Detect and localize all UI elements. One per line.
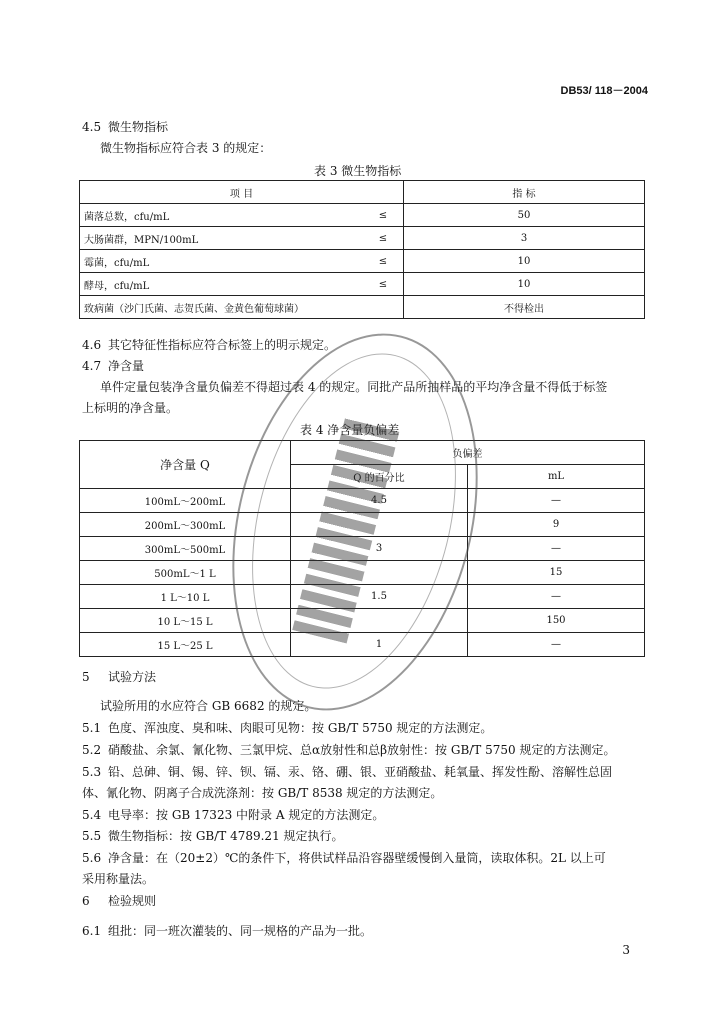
limit-value: 10 bbox=[404, 273, 645, 296]
section-6-heading bbox=[82, 892, 156, 909]
clause-text: 微生物指标：按 GB/T 4789.21 规定执行。 bbox=[108, 829, 344, 843]
section-text: 其它特征性指标应符合标签上的明示规定。 bbox=[108, 338, 337, 352]
limit-value: 10 bbox=[404, 250, 645, 273]
section-number: 6 bbox=[82, 894, 90, 908]
clause-text: 净含量：在（20±2）℃的条件下，将供试样品沿容器壁缓慢倒入量筒，读取体积。2L 以上可 bbox=[108, 851, 606, 865]
section-number: 4.7 bbox=[82, 359, 102, 373]
comparison-symbol: ≤ bbox=[363, 273, 404, 296]
clause-5-5 bbox=[82, 827, 344, 844]
section-number: 5 bbox=[82, 670, 90, 684]
clause-number: 5.6 bbox=[82, 851, 102, 865]
column-header-value: 指 标 bbox=[404, 181, 645, 204]
section-title: 检验规则 bbox=[108, 894, 157, 908]
comparison-symbol: ≤ bbox=[363, 250, 404, 273]
column-header-item: 项 目 bbox=[80, 181, 404, 204]
clause-5-3 bbox=[82, 763, 612, 780]
ml-value: — bbox=[468, 585, 645, 609]
net-content-range: 100mL～200mL bbox=[80, 489, 291, 513]
section-4-7-line2: 上标明的净含量。 bbox=[82, 401, 179, 415]
section-4-7-line1: 单件定量包装净含量负偏差不得超过表 4 的规定。同批产品所抽样品的平均净含量不得低于标签 bbox=[100, 380, 608, 394]
ml-value: — bbox=[468, 633, 645, 657]
section-5-intro: 试验所用的水应符合 GB 6682 的规定。 bbox=[100, 699, 317, 713]
table-row bbox=[80, 250, 645, 273]
table-row bbox=[80, 296, 645, 319]
section-4-5-heading bbox=[82, 118, 168, 135]
table-header-row bbox=[80, 181, 645, 204]
column-header-net-content: 净含量 Q bbox=[80, 441, 291, 489]
document-code: DB53/ 118－2004 bbox=[560, 85, 648, 97]
section-number: 4.5 bbox=[82, 120, 102, 134]
section-title: 净含量 bbox=[108, 359, 145, 373]
item-name: 大肠菌群，MPN/100mL bbox=[80, 227, 364, 250]
clause-5-1 bbox=[82, 719, 492, 736]
section-5-heading bbox=[82, 668, 156, 685]
ml-value: — bbox=[468, 537, 645, 561]
net-content-range: 15 L～25 L bbox=[80, 633, 291, 657]
percent-value: 1.5 bbox=[291, 585, 468, 609]
table4-caption: 表 4 净含量负偏差 bbox=[300, 423, 400, 437]
clause-5-4 bbox=[82, 806, 384, 823]
section-4-7-heading bbox=[82, 357, 144, 374]
table3-caption: 表 3 微生物指标 bbox=[314, 164, 402, 178]
comparison-symbol: ≤ bbox=[363, 204, 404, 227]
net-content-range: 200mL～300mL bbox=[80, 513, 291, 537]
clause-5-2 bbox=[82, 741, 615, 758]
limit-value: 3 bbox=[404, 227, 645, 250]
item-name: 菌落总数，cfu/mL bbox=[80, 204, 364, 227]
clause-text: 色度、浑浊度、臭和味、肉眼可见物：按 GB/T 5750 规定的方法测定。 bbox=[108, 721, 493, 735]
item-name: 霉菌，cfu/mL bbox=[80, 250, 364, 273]
section-title: 微生物指标 bbox=[108, 120, 169, 134]
ml-value: — bbox=[468, 489, 645, 513]
column-header-ml: mL bbox=[468, 465, 645, 489]
item-name: 致病菌（沙门氏菌、志贺氏菌、金黄色葡萄球菌） bbox=[80, 296, 364, 319]
limit-value: 不得检出 bbox=[404, 296, 645, 319]
clause-number: 5.1 bbox=[82, 721, 102, 735]
net-content-range: 10 L～15 L bbox=[80, 609, 291, 633]
clause-text: 铅、总砷、铜、锡、锌、钡、镉、汞、铬、硼、银、亚硝酸盐、耗氧量、挥发性酚、溶解性总固 bbox=[108, 765, 613, 779]
percent-value: 4.5 bbox=[291, 489, 468, 513]
clause-number: 5.4 bbox=[82, 808, 102, 822]
table-row bbox=[80, 204, 645, 227]
table-row bbox=[80, 227, 645, 250]
ml-value: 9 bbox=[468, 513, 645, 537]
column-header-percent: Q 的百分比 bbox=[291, 465, 468, 489]
clause-5-6 bbox=[82, 849, 606, 866]
net-content-range: 300mL～500mL bbox=[80, 537, 291, 561]
section-number: 4.6 bbox=[82, 338, 102, 352]
section-4-6 bbox=[82, 336, 336, 353]
net-content-range: 1 L～10 L bbox=[80, 585, 291, 609]
clause-text: 电导率：按 GB 17323 中附录 A 规定的方法测定。 bbox=[108, 808, 385, 822]
percent-value: 1 bbox=[291, 633, 468, 657]
clause-5-3-continued: 体、氰化物、阴离子合成洗涤剂：按 GB/T 8538 规定的方法测定。 bbox=[82, 786, 443, 800]
clause-number: 6.1 bbox=[82, 924, 102, 938]
clause-text: 组批：同一班次灌装的、同一规格的产品为一批。 bbox=[108, 924, 373, 938]
table-row bbox=[80, 273, 645, 296]
item-name: 酵母，cfu/mL bbox=[80, 273, 364, 296]
page-number: 3 bbox=[622, 943, 630, 957]
clause-5-6-continued: 采用称量法。 bbox=[82, 872, 155, 886]
limit-value: 50 bbox=[404, 204, 645, 227]
ml-value: 150 bbox=[468, 609, 645, 633]
net-content-range: 500mL～1 L bbox=[80, 561, 291, 585]
clause-text: 硝酸盐、余氯、氰化物、三氯甲烷、总α放射性和总β放射性：按 GB/T 5750 规定的方法测定。 bbox=[108, 743, 616, 757]
comparison-symbol: ≤ bbox=[363, 227, 404, 250]
clause-number: 5.3 bbox=[82, 765, 102, 779]
section-title: 试验方法 bbox=[108, 670, 157, 684]
clause-6-1 bbox=[82, 922, 372, 939]
section-4-5-text: 微生物指标应符合表 3 的规定： bbox=[100, 141, 272, 155]
clause-number: 5.2 bbox=[82, 743, 102, 757]
column-header-deviation: 负偏差 bbox=[291, 441, 645, 465]
percent-value: 3 bbox=[291, 537, 468, 561]
ml-value: 15 bbox=[468, 561, 645, 585]
clause-number: 5.5 bbox=[82, 829, 102, 843]
comparison-symbol bbox=[363, 296, 404, 319]
microbial-indicator-table bbox=[79, 180, 645, 319]
